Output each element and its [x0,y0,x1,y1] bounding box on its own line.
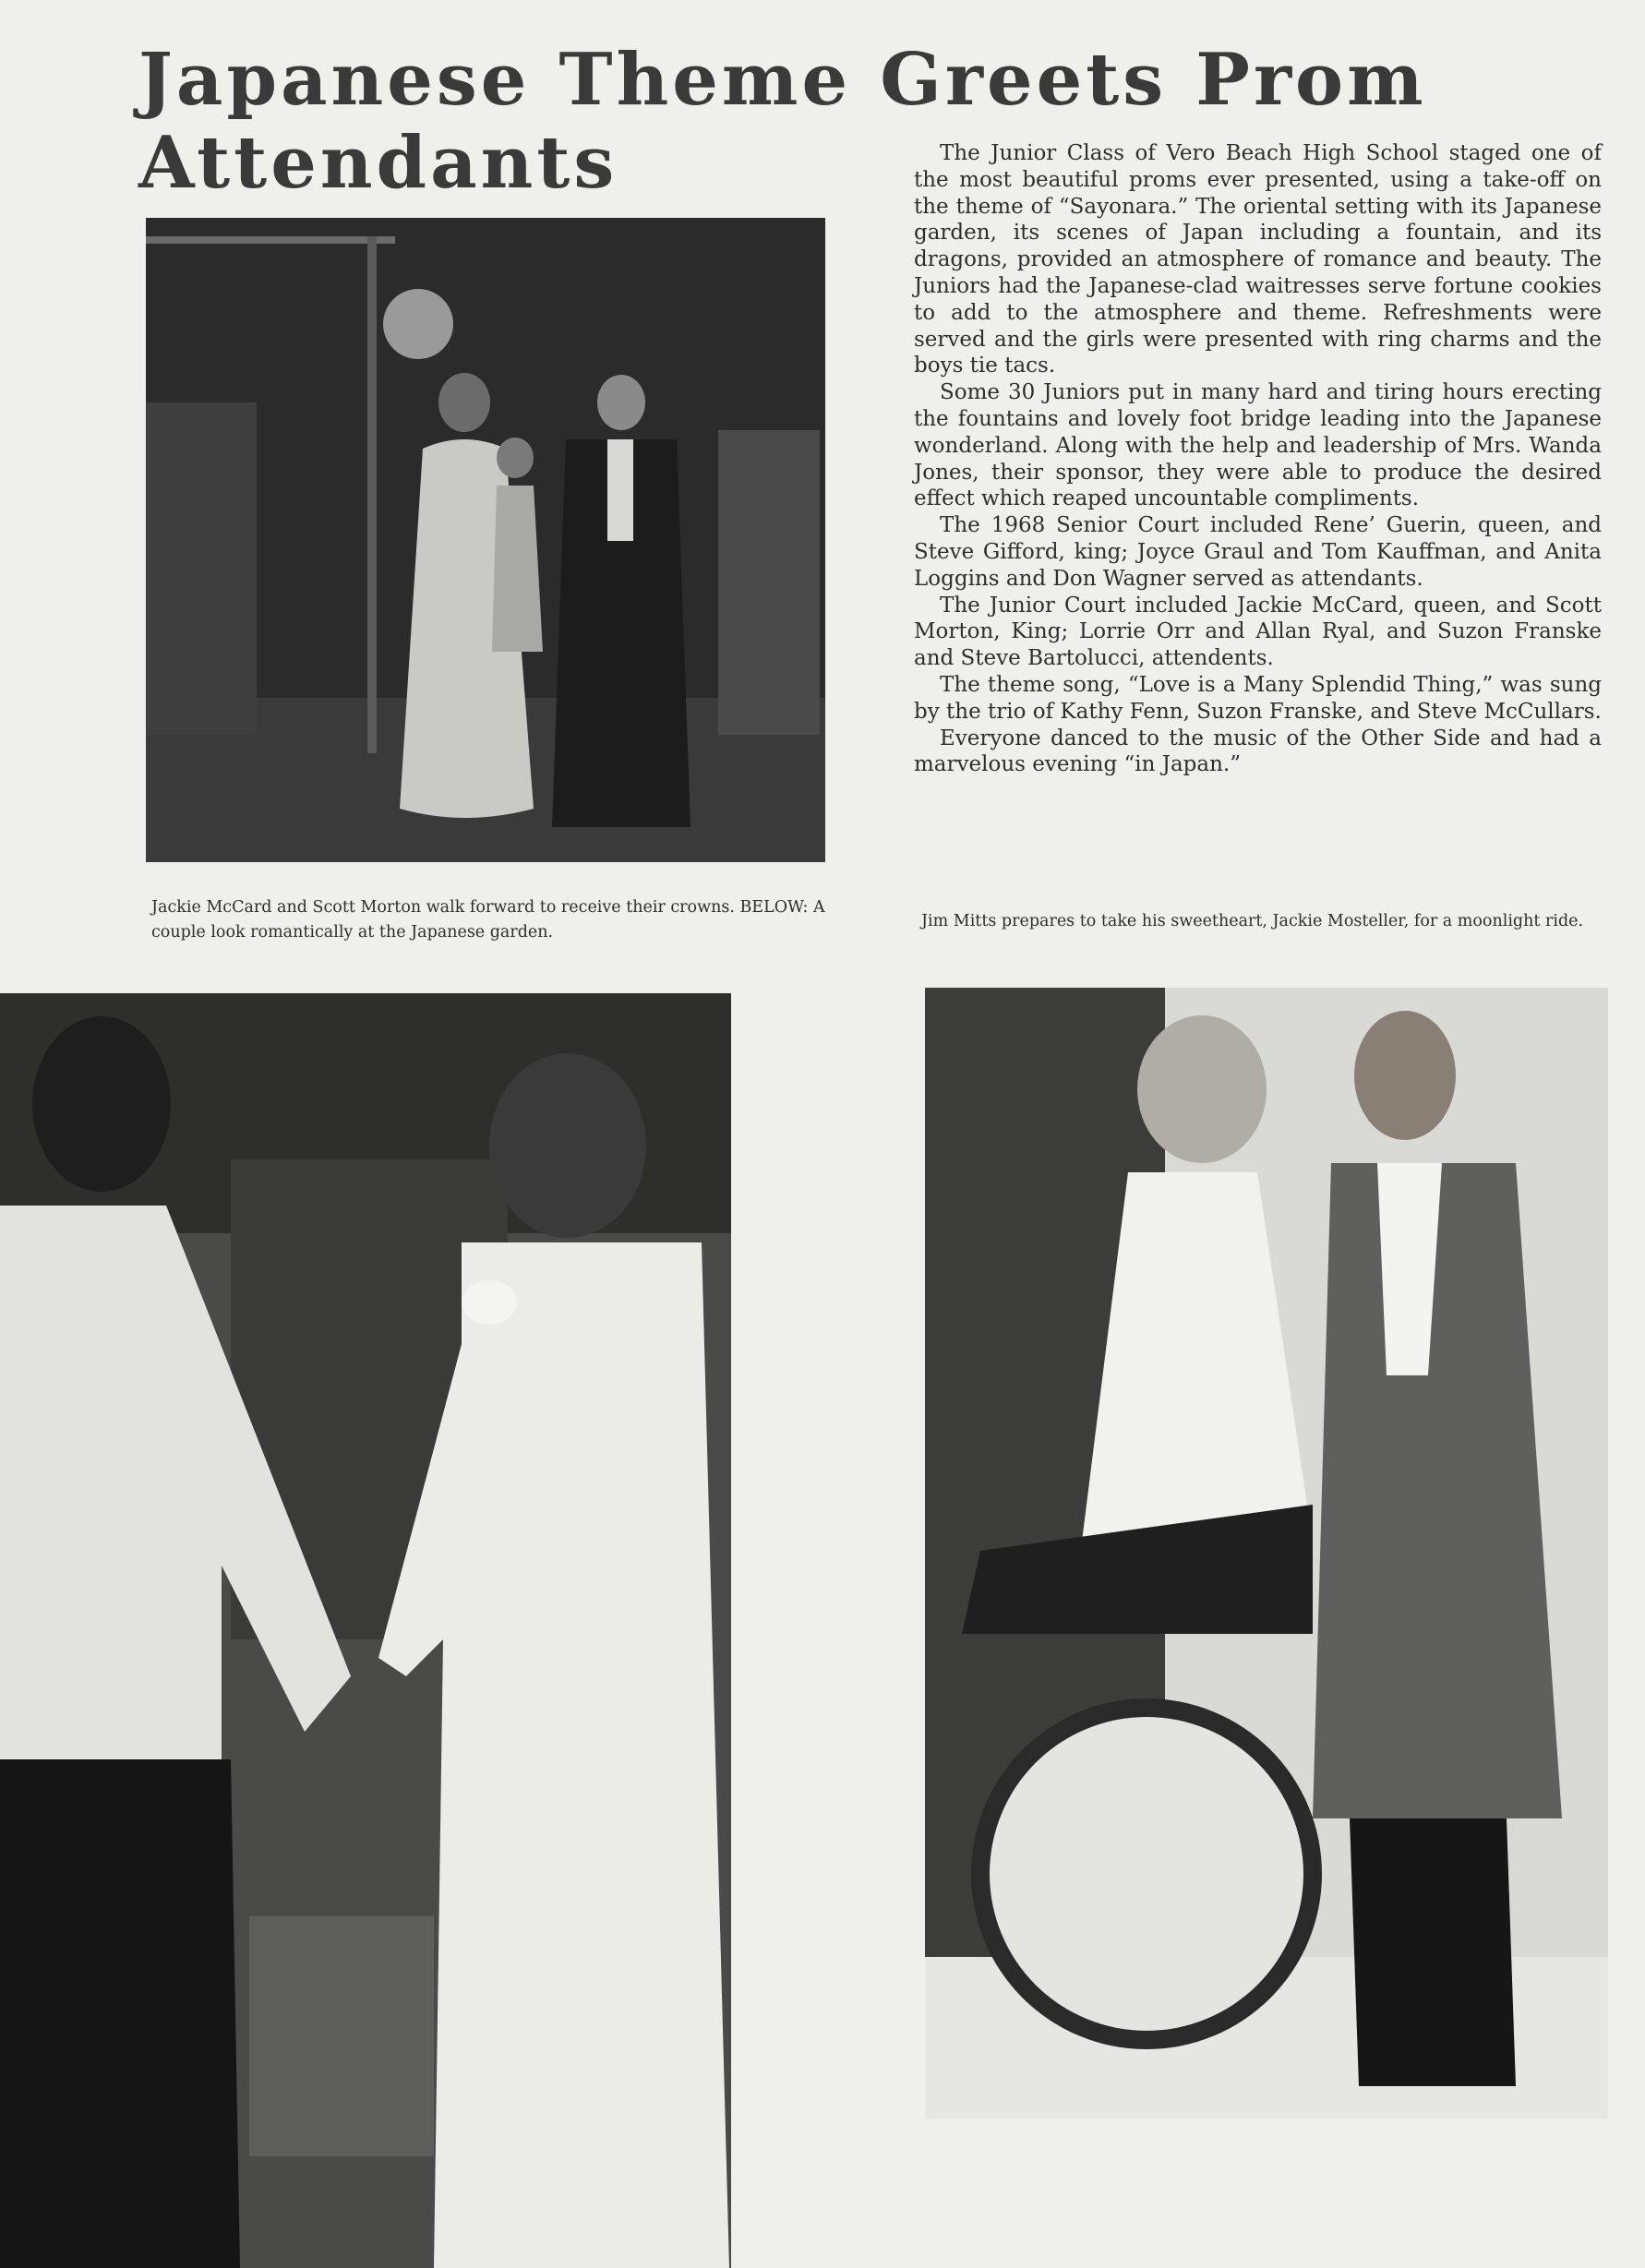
article-paragraph: The theme song, “Love is a Many Splendid Thing,” was sung by the trio of Kathy Fenn, Suzon Franske, and Steve McCullars. [914,672,1602,724]
title-line-1: Japanese Theme Greets Prom [138,38,1427,122]
photo-rickshaw [925,988,1608,2118]
photo-couple-garden [0,993,731,2268]
caption-top-left: Jackie McCard and Scott Morton walk forward to receive their crowns. BELOW: A couple look romantically at the Japanese garden. [151,898,825,942]
article-paragraph: Some 30 Juniors put in many hard and tiring hours erecting the fountains and lovely foot bridge leading into the Japanese wonderland. Along with the help and leadership of Mrs. Wanda Jones, their sponsor, they were able to produce the desired effect which reaped uncountable compliments. [914,380,1602,511]
article-body [914,140,1602,778]
article-paragraph: The Junior Court included Jackie McCard, queen, and Scott Morton, King; Lorrie Orr and Allan Ryal, and Suzon Franske and Steve Bartolucci, attendents. [914,593,1602,671]
article-paragraph: Everyone danced to the music of the Other Side and had a marvelous evening “in Japan.” [914,726,1602,777]
title-line-2: Attendants [138,121,618,205]
article-paragraph: The 1968 Senior Court included Rene’ Guerin, queen, and Steve Gifford, king; Joyce Graul and Tom Kauffman, and Anita Loggins and Don Wagner served as attendants. [914,513,1602,591]
caption-right: Jim Mitts prepares to take his sweetheart, Jackie Mosteller, for a moonlight ride. [921,912,1584,930]
article-paragraph: The Junior Class of Vero Beach High School staged one of the most beautiful proms ever presented, using a take-off on the theme of “Sayonara.” The oriental setting with its Japanese garden, its scenes of Japan including a fountain, and its dragons, provided an atmosphere of romance and beauty. The Juniors had the Japanese-clad waitresses serve fortune cookies to add to the atmosphere and theme. Refreshments were served and the girls were presented with ring charms and the boys tie tacs. [914,141,1602,378]
photo-couple-walking [146,218,825,862]
